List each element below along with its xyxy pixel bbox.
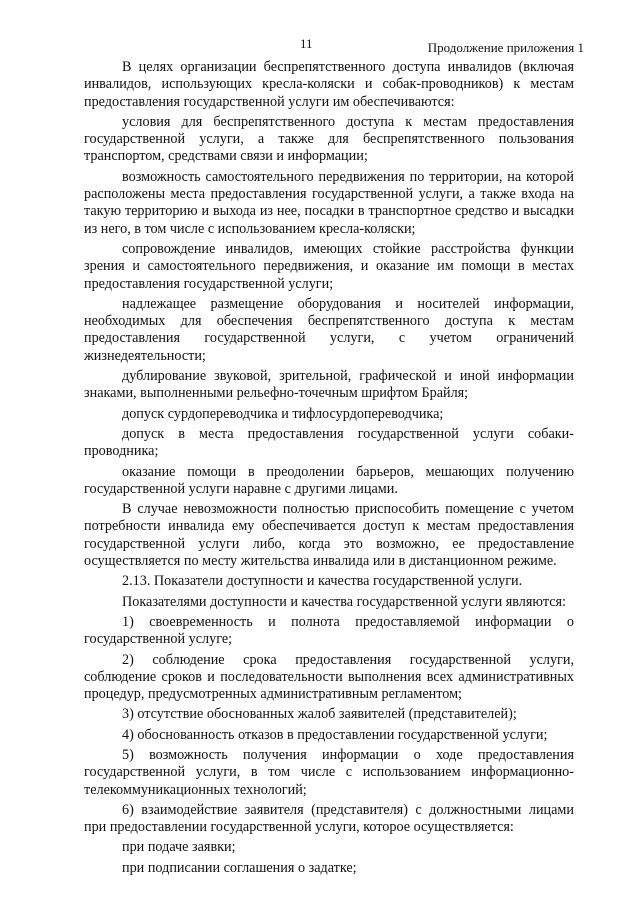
paragraph: дублирование звуковой, зрительной, графической и иной информации знаками, выполненными рельефно-точечным шрифтом Брайля; (84, 368, 574, 402)
paragraph: допуск сурдопереводчика и тифлосурдопереводчика; (122, 405, 444, 422)
document-body (84, 59, 574, 877)
paragraph: условия для беспрепятственного доступа к местам предоставления государственной услуги, а также для беспрепятственного пользования транспортом, средствами связи и информации; (84, 113, 574, 165)
paragraph: оказание помощи в преодолении барьеров, мешающих получению государственной услуги наравне с другими лицами. (84, 463, 574, 497)
paragraph: В случае невозможности полностью приспособить помещение с учетом потребности инвалида ему обеспечивается доступ к местам предоставления государственной услуги либо, когда это возможно, ее предоставление осуществляется по месту жительства инвалида или в дистанционном режиме. (84, 501, 574, 570)
list-item: 4) обоснованность отказов в предоставлении государственной услуги; (122, 726, 548, 743)
paragraph: допуск в места предоставления государственной услуги собаки-проводника; (84, 425, 574, 460)
continuation-label: Продолжение приложения 1 (427, 40, 584, 55)
list-item: 3) отсутствие обоснованных жалоб заявителей (представителей); (122, 706, 517, 723)
paragraph: Показателями доступности и качества государственной услуги являются: (122, 593, 566, 610)
page-number: 11 (300, 36, 313, 51)
list-item: 2) соблюдение срока предоставления государственной услуги, соблюдение сроков и последовательности выполнения всех административных процедур, предусмотренных административным регламентом; (84, 651, 574, 703)
list-item: 5) возможность получения информации о ходе предоставления государственной услуги, в том числе с использованием информационно-телекоммуникационных технологий; (84, 746, 574, 798)
list-item: 1) своевременность и полнота предоставляемой информации о государственной услуге; (84, 613, 574, 648)
paragraph: В целях организации беспрепятственного доступа инвалидов (включая инвалидов, использующих кресла-коляски и собак-проводников) к местам предоставления государственной услуги им обеспечиваются: (84, 59, 574, 110)
list-item: при подаче заявки; (122, 839, 236, 856)
list-item: при подписании соглашения о задатке; (122, 859, 357, 876)
list-item: 6) взаимодействие заявителя (представителя) с должностными лицами при предоставлении государственной услуги, которое осуществляется: (84, 801, 574, 836)
section-heading: 2.13. Показатели доступности и качества государственной услуги. (122, 573, 523, 590)
paragraph: сопровождение инвалидов, имеющих стойкие расстройства функции зрения и самостоятельного передвижения, и оказание им помощи в местах предоставления государственной услуги; (84, 240, 574, 292)
paragraph: надлежащее размещение оборудования и носителей информации, необходимых для обеспечения беспрепятственного доступа к местам предоставления государственной услуги, с учетом ограничений жизнедеятельности; (84, 295, 574, 364)
paragraph: возможность самостоятельного передвижения по территории, на которой расположены места предоставления государственной услуги, а также входа на такую территорию и выхода из нее, посадки в транспортное средство и высадки из него, в том числе с использованием кресла-коляски; (84, 168, 574, 237)
